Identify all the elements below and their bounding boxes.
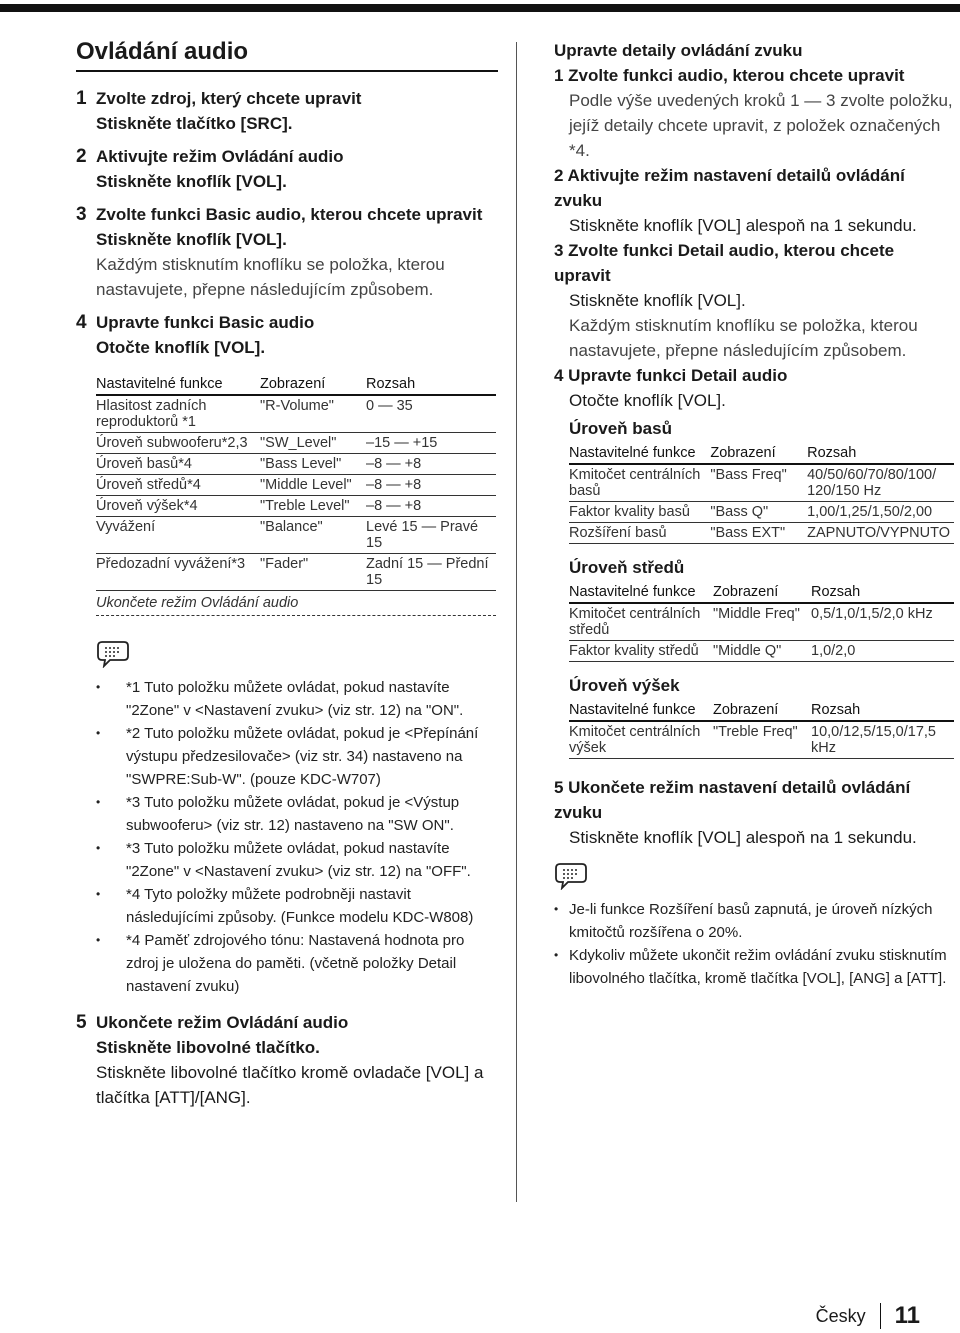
table-row <box>96 433 496 454</box>
table-cell: "R-Volume" <box>260 398 334 414</box>
page-number: 11 <box>894 1302 920 1329</box>
table-cell: Levé 15 — Pravé 15 <box>366 519 479 551</box>
table-header: Rozsah <box>811 584 861 600</box>
table-row <box>569 502 954 523</box>
step-extra: Stiskněte libovolné tlačítko kromě ovladače [VOL] a tlačítka [ATT]/[ANG]. <box>96 1063 484 1107</box>
table-header: Nastavitelné funkce <box>569 584 696 600</box>
step-title: Upravte funkci Basic audio <box>96 313 315 332</box>
right-column <box>554 38 954 990</box>
table-cell: Kmitočet centrálních středů <box>569 606 701 638</box>
table-cell: "Bass EXT" <box>710 525 786 541</box>
table-header-row <box>569 582 954 603</box>
table-row <box>569 641 954 662</box>
footer-separator <box>880 1303 881 1329</box>
table-header-row <box>569 443 954 464</box>
table-header: Nastavitelné funkce <box>569 445 696 461</box>
table-header: Zobrazení <box>713 584 779 600</box>
table-header: Zobrazení <box>713 702 779 718</box>
table-row <box>96 395 496 433</box>
table-cell: "Bass Q" <box>710 504 769 520</box>
treble-heading: Úroveň výšek <box>569 676 680 695</box>
table-cell: Rozšíření basů <box>569 525 667 541</box>
bass-table <box>569 443 954 544</box>
section-heading: Upravte detaily ovládání zvuku <box>554 41 803 60</box>
step-title: 3 Zvolte funkci Detail audio, kterou chcete upravit <box>554 241 895 285</box>
step-body: Stiskněte knoflík [VOL] alespoň na 1 sekundu. <box>569 216 917 235</box>
table-row <box>96 454 496 475</box>
table-header: Zobrazení <box>710 445 776 461</box>
table-cell: "Middle Q" <box>713 643 782 659</box>
footnote: • *2 Tuto položku můžete ovládat, pokud je <Přepínání výstupu předzesilovače> (viz str. 34) nastaveno na "SWPRE:Sub-W". (pouze KDC-W707) <box>96 722 498 791</box>
detail-step-2 <box>554 163 954 238</box>
table-row <box>96 517 496 554</box>
page-footer <box>816 1302 920 1330</box>
step-title: 4 Upravte funkci Detail audio <box>554 366 788 385</box>
bass-heading: Úroveň basů <box>569 419 672 438</box>
step-title: 5 Ukončete režim nastavení detailů ovládání zvuku <box>554 778 911 822</box>
table-cell: 0,5/1,0/1,5/2,0 kHz <box>811 606 933 622</box>
column-divider <box>516 42 517 1202</box>
detail-step-4 <box>554 363 954 413</box>
step-body: Stiskněte knoflík [VOL] alespoň na 1 sekundu. <box>569 828 917 847</box>
table-cell: "Treble Level" <box>260 498 350 514</box>
table-end-row: Ukončete režim Ovládání audio <box>96 591 496 616</box>
table-cell: "Bass Freq" <box>710 467 787 483</box>
table-cell: Předozadní vyvážení*3 <box>96 556 246 572</box>
middle-heading: Úroveň středů <box>569 558 685 577</box>
treble-table <box>569 700 954 759</box>
table-cell: "Middle Freq" <box>713 606 800 622</box>
table-row <box>569 721 954 759</box>
step-extra: Každým stisknutím knoflíku se položka, kterou nastavujete, přepne následujícím způsobem. <box>96 255 445 299</box>
table-header: Rozsah <box>366 376 416 392</box>
table-cell: Kmitočet centrálních výšek <box>569 724 701 756</box>
step-5 <box>76 1010 498 1110</box>
table-cell: "Treble Freq" <box>713 724 798 740</box>
step-number: 1 <box>76 88 87 109</box>
step-title: 2 Aktivujte režim nastavení detailů ovládání zvuku <box>554 166 905 210</box>
table-row <box>96 475 496 496</box>
table-cell: –15 — +15 <box>366 435 438 451</box>
table-cell: 0 — 35 <box>366 398 413 414</box>
table-header: Zobrazení <box>260 376 326 392</box>
step-1 <box>76 86 498 136</box>
table-header: Nastavitelné funkce <box>96 376 223 392</box>
table-cell: "Bass Level" <box>260 456 342 472</box>
step-3 <box>76 202 498 302</box>
step-body: Stiskněte knoflík [VOL]. <box>569 291 746 310</box>
table-header: Nastavitelné funkce <box>569 702 696 718</box>
table-cell: Úroveň středů*4 <box>96 477 201 493</box>
step-body: Otočte knoflík [VOL]. <box>96 338 266 357</box>
step-title: Zvolte funkci Basic audio, kterou chcete upravit <box>96 205 483 224</box>
table-cell: 10,0/12,5/15,0/17,5 kHz <box>811 724 936 756</box>
basic-audio-table <box>96 374 496 591</box>
table-cell: ZAPNUTO/VYPNUTO <box>807 525 950 541</box>
step-number: 5 <box>76 1012 87 1033</box>
table-cell: 1,00/1,25/1,50/2,00 <box>807 504 933 520</box>
table-cell: Zadní 15 — Přední 15 <box>366 556 489 588</box>
step-body: Stiskněte libovolné tlačítko. <box>96 1038 320 1057</box>
table-cell: Úroveň subwooferu*2,3 <box>96 435 248 451</box>
table-cell: "Middle Level" <box>260 477 352 493</box>
page-title: Ovládání audio <box>76 38 498 72</box>
table-row <box>96 554 496 591</box>
left-column <box>76 38 498 1110</box>
table-cell: Faktor kvality středů <box>569 643 699 659</box>
notes-list <box>554 898 954 990</box>
footnotes-list <box>96 676 498 998</box>
table-cell: Úroveň výšek*4 <box>96 498 198 514</box>
table-cell: 40/50/60/70/80/100/ 120/150 Hz <box>807 467 937 499</box>
footnote: • *4 Tyto položky můžete podrobněji nastavit následujícími způsoby. (Funkce modelu KDC-W808) <box>96 883 498 929</box>
table-cell: Faktor kvality basů <box>569 504 690 520</box>
step-title: Zvolte zdroj, který chcete upravit <box>96 89 362 108</box>
step-number: 3 <box>76 204 87 225</box>
footer-language: Česky <box>815 1305 866 1326</box>
footnote: • *4 Paměť zdrojového tónu: Nastavená hodnota pro zdroj je uložena do paměti. (včetně položky Detail nastavení zvuku) <box>96 929 498 998</box>
table-cell: 1,0/2,0 <box>811 643 856 659</box>
step-body: Otočte knoflík [VOL]. <box>569 391 726 410</box>
table-header-row <box>96 374 496 395</box>
table-row <box>569 603 954 641</box>
step-body: Stiskněte knoflík [VOL]. <box>96 172 287 191</box>
table-cell: Úroveň basů*4 <box>96 456 192 472</box>
step-title: Aktivujte režim Ovládání audio <box>96 147 344 166</box>
step-body: Stiskněte knoflík [VOL]. <box>96 230 287 249</box>
table-row <box>569 464 954 502</box>
step-number: 4 <box>76 312 87 333</box>
footnote: • *1 Tuto položku můžete ovládat, pokud nastavíte "2Zone" v <Nastavení zvuku> (viz str. 12) na "ON". <box>96 676 498 722</box>
step-title: 1 Zvolte funkci audio, kterou chcete upravit <box>554 66 905 85</box>
step-4 <box>76 310 498 360</box>
detail-step-5 <box>554 775 954 850</box>
step-body: Podle výše uvedených kroků 1 — 3 zvolte položku, jejíž detaily chcete upravit, z položek označených *4. <box>569 91 953 160</box>
table-cell: Hlasitost zadních reproduktorů *1 <box>96 398 207 430</box>
step-2 <box>76 144 498 194</box>
note-icon <box>554 862 588 890</box>
table-cell: Vyvážení <box>96 519 156 535</box>
step-extra: Každým stisknutím knoflíku se položka, kterou nastavujete, přepne následujícím způsobem. <box>569 316 918 360</box>
table-header: Rozsah <box>811 702 861 718</box>
table-cell: –8 — +8 <box>366 477 422 493</box>
detail-step-3 <box>554 238 954 363</box>
table-cell: –8 — +8 <box>366 498 422 514</box>
footnote: • *3 Tuto položku můžete ovládat, pokud je <Výstup subwooferu> (viz str. 12) nastaveno na "SW ON". <box>96 791 498 837</box>
table-cell: "Fader" <box>260 556 309 572</box>
step-body: Stiskněte tlačítko [SRC]. <box>96 114 293 133</box>
table-cell: –8 — +8 <box>366 456 422 472</box>
step-number: 2 <box>76 146 87 167</box>
table-cell: "SW_Level" <box>260 435 337 451</box>
note-item: • Kdykoliv můžete ukončit režim ovládání zvuku stisknutím libovolného tlačítka, kromě tlačítka [VOL], [ANG] a [ATT]. <box>554 944 954 990</box>
table-cell: Kmitočet centrálních basů <box>569 467 701 499</box>
middle-table <box>569 582 954 662</box>
footnote: • *3 Tuto položku můžete ovládat, pokud nastavíte "2Zone" v <Nastavení zvuku> (viz str. 12) na "OFF". <box>96 837 498 883</box>
table-row <box>569 523 954 544</box>
table-header-row <box>569 700 954 721</box>
table-header: Rozsah <box>807 445 857 461</box>
note-icon <box>96 640 130 668</box>
table-cell: "Balance" <box>260 519 323 535</box>
note-item: • Je-li funkce Rozšíření basů zapnutá, je úroveň nízkých kmitočtů rozšířena o 20%. <box>554 898 954 944</box>
detail-step-1 <box>554 63 954 163</box>
top-rule <box>0 4 960 12</box>
table-row <box>96 496 496 517</box>
step-title: Ukončete režim Ovládání audio <box>96 1013 349 1032</box>
